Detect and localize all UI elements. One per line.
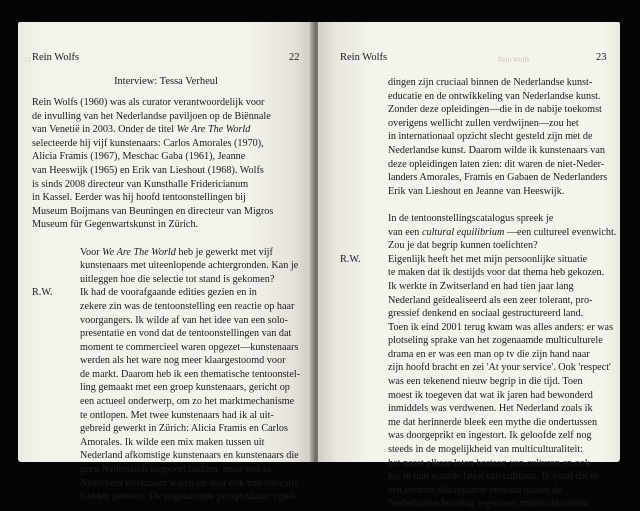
text-line bbox=[32, 477, 300, 491]
text-line bbox=[32, 395, 300, 409]
line-text: overigens wellicht zullen verdwijnen—zou het bbox=[388, 117, 579, 129]
line-text: de markt. Daarom heb ik een thematische tentoonstel- bbox=[80, 368, 301, 380]
line-text: een actueel onderwerp, om zo het marktmechanisme bbox=[80, 396, 295, 408]
text-line bbox=[340, 457, 608, 471]
line-text: moment te commercieel waren opgezet—kunstenaars bbox=[80, 341, 299, 353]
line-text: hadden genoten. De zogenaamde bbox=[80, 491, 218, 503]
line-text-after: —een cultureel evenwicht. bbox=[504, 226, 617, 238]
line-text: moest ik toegeven dat wat ik jaren had bewonderd bbox=[388, 389, 593, 401]
text-line bbox=[32, 490, 300, 504]
line-text: een enorme discrepantie bestond tussen de bbox=[388, 484, 562, 496]
text-line bbox=[32, 273, 300, 287]
left-page bbox=[18, 22, 314, 503]
text-line bbox=[340, 212, 608, 226]
body-text bbox=[340, 76, 617, 511]
line-text: Eigenlijk heeft het met mijn persoonlijke situatie bbox=[388, 253, 588, 265]
line-text: zijn hoofd bracht en zei 'At your service'. Ook 'respect' bbox=[388, 362, 611, 374]
line-text: Museum Boijmans van Beuningen en directeur van Migros bbox=[32, 205, 274, 217]
text-line bbox=[340, 470, 608, 484]
text-line bbox=[340, 321, 614, 335]
text-line bbox=[340, 90, 608, 104]
text-line bbox=[32, 354, 300, 368]
line-text: kunstenaars met uiteenlopende achtergronden. Kan je bbox=[80, 260, 299, 272]
text-line bbox=[340, 429, 608, 443]
line-text: te ontlopen. Met twee kunstenaars had ik al uit- bbox=[80, 409, 274, 421]
line-text: Museum für Gegenwartskunst in Zürich. bbox=[32, 219, 199, 231]
line-text: Zou je dat begrip kunnen toelichten? bbox=[388, 240, 538, 252]
page-number: 22 bbox=[289, 52, 300, 63]
line-text: Ik had de voorafgaande edities gezien en in bbox=[80, 287, 257, 299]
speaker-label: R.W. bbox=[32, 287, 53, 299]
paragraph-gap bbox=[32, 232, 300, 246]
text-line bbox=[32, 327, 300, 341]
line-text: dingen zijn cruciaal binnen de Nederlandse kunst- bbox=[388, 77, 593, 88]
text-line bbox=[340, 294, 608, 308]
line-text: van Heeswijk (1965) en Erik van Lieshout (1968). Wolfs bbox=[32, 164, 264, 176]
line-text: was doorgeprikt en ingestort. Ik geloofde zelf nog bbox=[388, 430, 592, 442]
line-text: steeds in de mogelijkheid van multiculturaliteit: bbox=[388, 444, 583, 456]
show-through-text: Rein Wolfs bbox=[498, 56, 530, 64]
speaker-label: R.W. bbox=[340, 253, 361, 265]
line-text: gebreid gewerkt in Zürich: Alicia Framis en Carlos bbox=[80, 423, 288, 435]
line-text: in Kassel. Eerder was hij hoofd tentoonstellingen bij bbox=[32, 192, 246, 204]
line-text: Nederlandse kunst. Daarom wilde ik kunstenaars van bbox=[388, 144, 605, 156]
line-text: uitleggen hoe die selectie tot stand is gekomen? bbox=[80, 273, 275, 285]
text-line bbox=[32, 259, 300, 273]
text-line bbox=[340, 375, 608, 389]
line-text: van een bbox=[388, 226, 422, 238]
text-line bbox=[340, 103, 608, 117]
line-text: Alicia Framis (1967), Meschac Gaba (1961), Jeanne bbox=[32, 151, 246, 163]
text-line bbox=[32, 436, 300, 450]
text-line bbox=[32, 368, 300, 382]
show-through-text: 21 bbox=[24, 56, 31, 64]
line-text: selecteerde hij vijf kunstenaars: Carlos Amorales (1970), bbox=[32, 137, 264, 149]
line-text: Erik van Lieshout en Jeanne van Heeswijk. bbox=[388, 185, 565, 197]
body-text bbox=[32, 96, 300, 504]
text-line bbox=[340, 334, 608, 348]
right-page bbox=[318, 22, 620, 510]
line-text: te maken dat ik destijds voor dat thema heb gekozen. bbox=[388, 267, 605, 279]
running-head: Rein Wolfs bbox=[340, 52, 388, 63]
italic-text: postgraduate bbox=[217, 491, 271, 503]
line-text: Nederlandse houding tegenover multiculturaliteit bbox=[388, 498, 589, 510]
line-text: deze opleidingen laten zien: dit waren de niet-Neder- bbox=[388, 158, 605, 170]
line-text: gressief denkend en sociaal gestructureerd land. bbox=[388, 308, 584, 320]
text-line bbox=[340, 239, 608, 253]
line-text: het in hun waarde laten van culturen. Ik vond dat er bbox=[388, 471, 599, 483]
text-line bbox=[32, 137, 300, 151]
text-line bbox=[32, 246, 300, 260]
line-text: presentatie en vond dat de tentoonstellingen van dat bbox=[80, 328, 292, 340]
text-line bbox=[340, 130, 608, 144]
text-line bbox=[340, 171, 608, 185]
text-line bbox=[32, 422, 300, 436]
text-line bbox=[340, 307, 608, 321]
line-text: in internationaal opzicht slecht gesteld zijn met de bbox=[388, 131, 593, 143]
line-text: drama en er was een man op tv die zijn hand naar bbox=[388, 348, 590, 360]
line-text: Nederland afkomstige kunstenaars en kunstenaars die bbox=[80, 450, 299, 462]
line-text: is sinds 2008 directeur van Kunsthalle Fridericianum bbox=[32, 178, 249, 190]
line-text: Zonder deze opleidingen—die in de nabije toekomst bbox=[388, 104, 602, 116]
text-line bbox=[32, 123, 300, 137]
line-text: Nederland geïdealiseerd als een zeer tolerant, pro- bbox=[388, 294, 593, 306]
text-line bbox=[32, 463, 300, 477]
line-text-after: heb je gewerkt met vijf bbox=[175, 246, 273, 258]
line-text: Toen ik eind 2001 terug kwam was alles anders: er was bbox=[388, 321, 614, 333]
text-line bbox=[340, 280, 608, 294]
line-text: was een tekenend nieuw begrip in die tijd. Toen bbox=[388, 376, 583, 388]
text-line bbox=[32, 218, 300, 232]
text-line bbox=[340, 402, 608, 416]
italic-text: We Are The World bbox=[176, 124, 251, 136]
line-text: ling gemaakt met een groep kunstenaars, gericht op bbox=[80, 382, 290, 394]
text-line bbox=[340, 348, 608, 362]
text-line bbox=[32, 205, 300, 219]
text-line bbox=[32, 300, 300, 314]
text-line bbox=[340, 389, 608, 403]
text-line bbox=[32, 110, 300, 124]
line-text-after: oplei- bbox=[270, 491, 298, 503]
text-line bbox=[340, 266, 608, 280]
line-text: Ik werkte in Zwitserland en had tien jaar lang bbox=[388, 280, 574, 292]
text-line bbox=[340, 484, 608, 498]
line-text: Nederland werkzaam waren en daar ook hun educatie bbox=[80, 477, 299, 489]
line-text: In de tentoonstellingscatalogus spreek je bbox=[388, 212, 554, 224]
text-line bbox=[32, 286, 300, 300]
text-line bbox=[340, 117, 608, 131]
line-text: het naast elkaar laten bestaan van culturen en ook bbox=[388, 457, 590, 469]
text-line bbox=[340, 443, 608, 457]
text-line bbox=[340, 416, 608, 430]
line-text: voorgangers. Ik wilde af van het idee van een solo- bbox=[80, 314, 289, 326]
paragraph-gap bbox=[340, 198, 608, 212]
text-line bbox=[32, 409, 300, 423]
text-line bbox=[32, 150, 300, 164]
interview-title: Interview: Tessa Verheul bbox=[114, 76, 218, 87]
line-text: de invulling van het Nederlandse paviljoen op de Biënnale bbox=[32, 110, 271, 122]
line-text: educatie en de ontwikkeling van Nederlandse kunst. bbox=[388, 90, 601, 102]
text-line bbox=[340, 158, 608, 172]
line-text: me dat herinnerde bleek een mythe die ondertussen bbox=[388, 416, 598, 428]
text-line bbox=[32, 96, 300, 110]
text-line bbox=[32, 191, 300, 205]
text-line bbox=[32, 341, 300, 355]
line-text: werden als het ware nog meer klaargestoomd voor bbox=[80, 355, 286, 367]
italic-text: cultural equilibrium bbox=[421, 226, 505, 238]
text-line bbox=[32, 164, 300, 178]
text-line bbox=[32, 178, 300, 192]
text-line bbox=[32, 449, 300, 463]
text-line bbox=[340, 497, 608, 511]
running-head: Rein Wolfs bbox=[32, 52, 80, 63]
book-spread bbox=[18, 22, 620, 510]
text-line bbox=[32, 314, 300, 328]
line-text: Amorales. Ik wilde een mix maken tussen uit bbox=[80, 436, 265, 448]
line-text: Voor bbox=[80, 246, 103, 258]
text-line bbox=[340, 144, 608, 158]
italic-text: We Are The World bbox=[102, 246, 176, 258]
text-line bbox=[340, 253, 608, 267]
line-text: van Venetië in 2003. Onder de titel bbox=[32, 124, 177, 136]
line-text: inmiddels was verdwenen. Het Nederland zoals ik bbox=[388, 403, 593, 415]
text-line bbox=[32, 381, 300, 395]
line-text: plotseling sprake van het zogenaamde multiculturele bbox=[388, 335, 603, 347]
text-line bbox=[340, 185, 608, 199]
text-line bbox=[340, 361, 611, 375]
text-line bbox=[340, 76, 608, 90]
line-text: Rein Wolfs (1960) was als curator verantwoordelijk voor bbox=[32, 97, 265, 108]
line-text: geen Nederlands paspoort hadden, maar wel in bbox=[80, 464, 271, 476]
text-line bbox=[340, 226, 617, 240]
line-text: landers Amorales, Framis en Gabaen de Nederlanders bbox=[388, 172, 608, 184]
page-number: 23 bbox=[596, 52, 607, 63]
line-text: zekere zin was de tentoonstelling een reactie op haar bbox=[80, 300, 295, 312]
